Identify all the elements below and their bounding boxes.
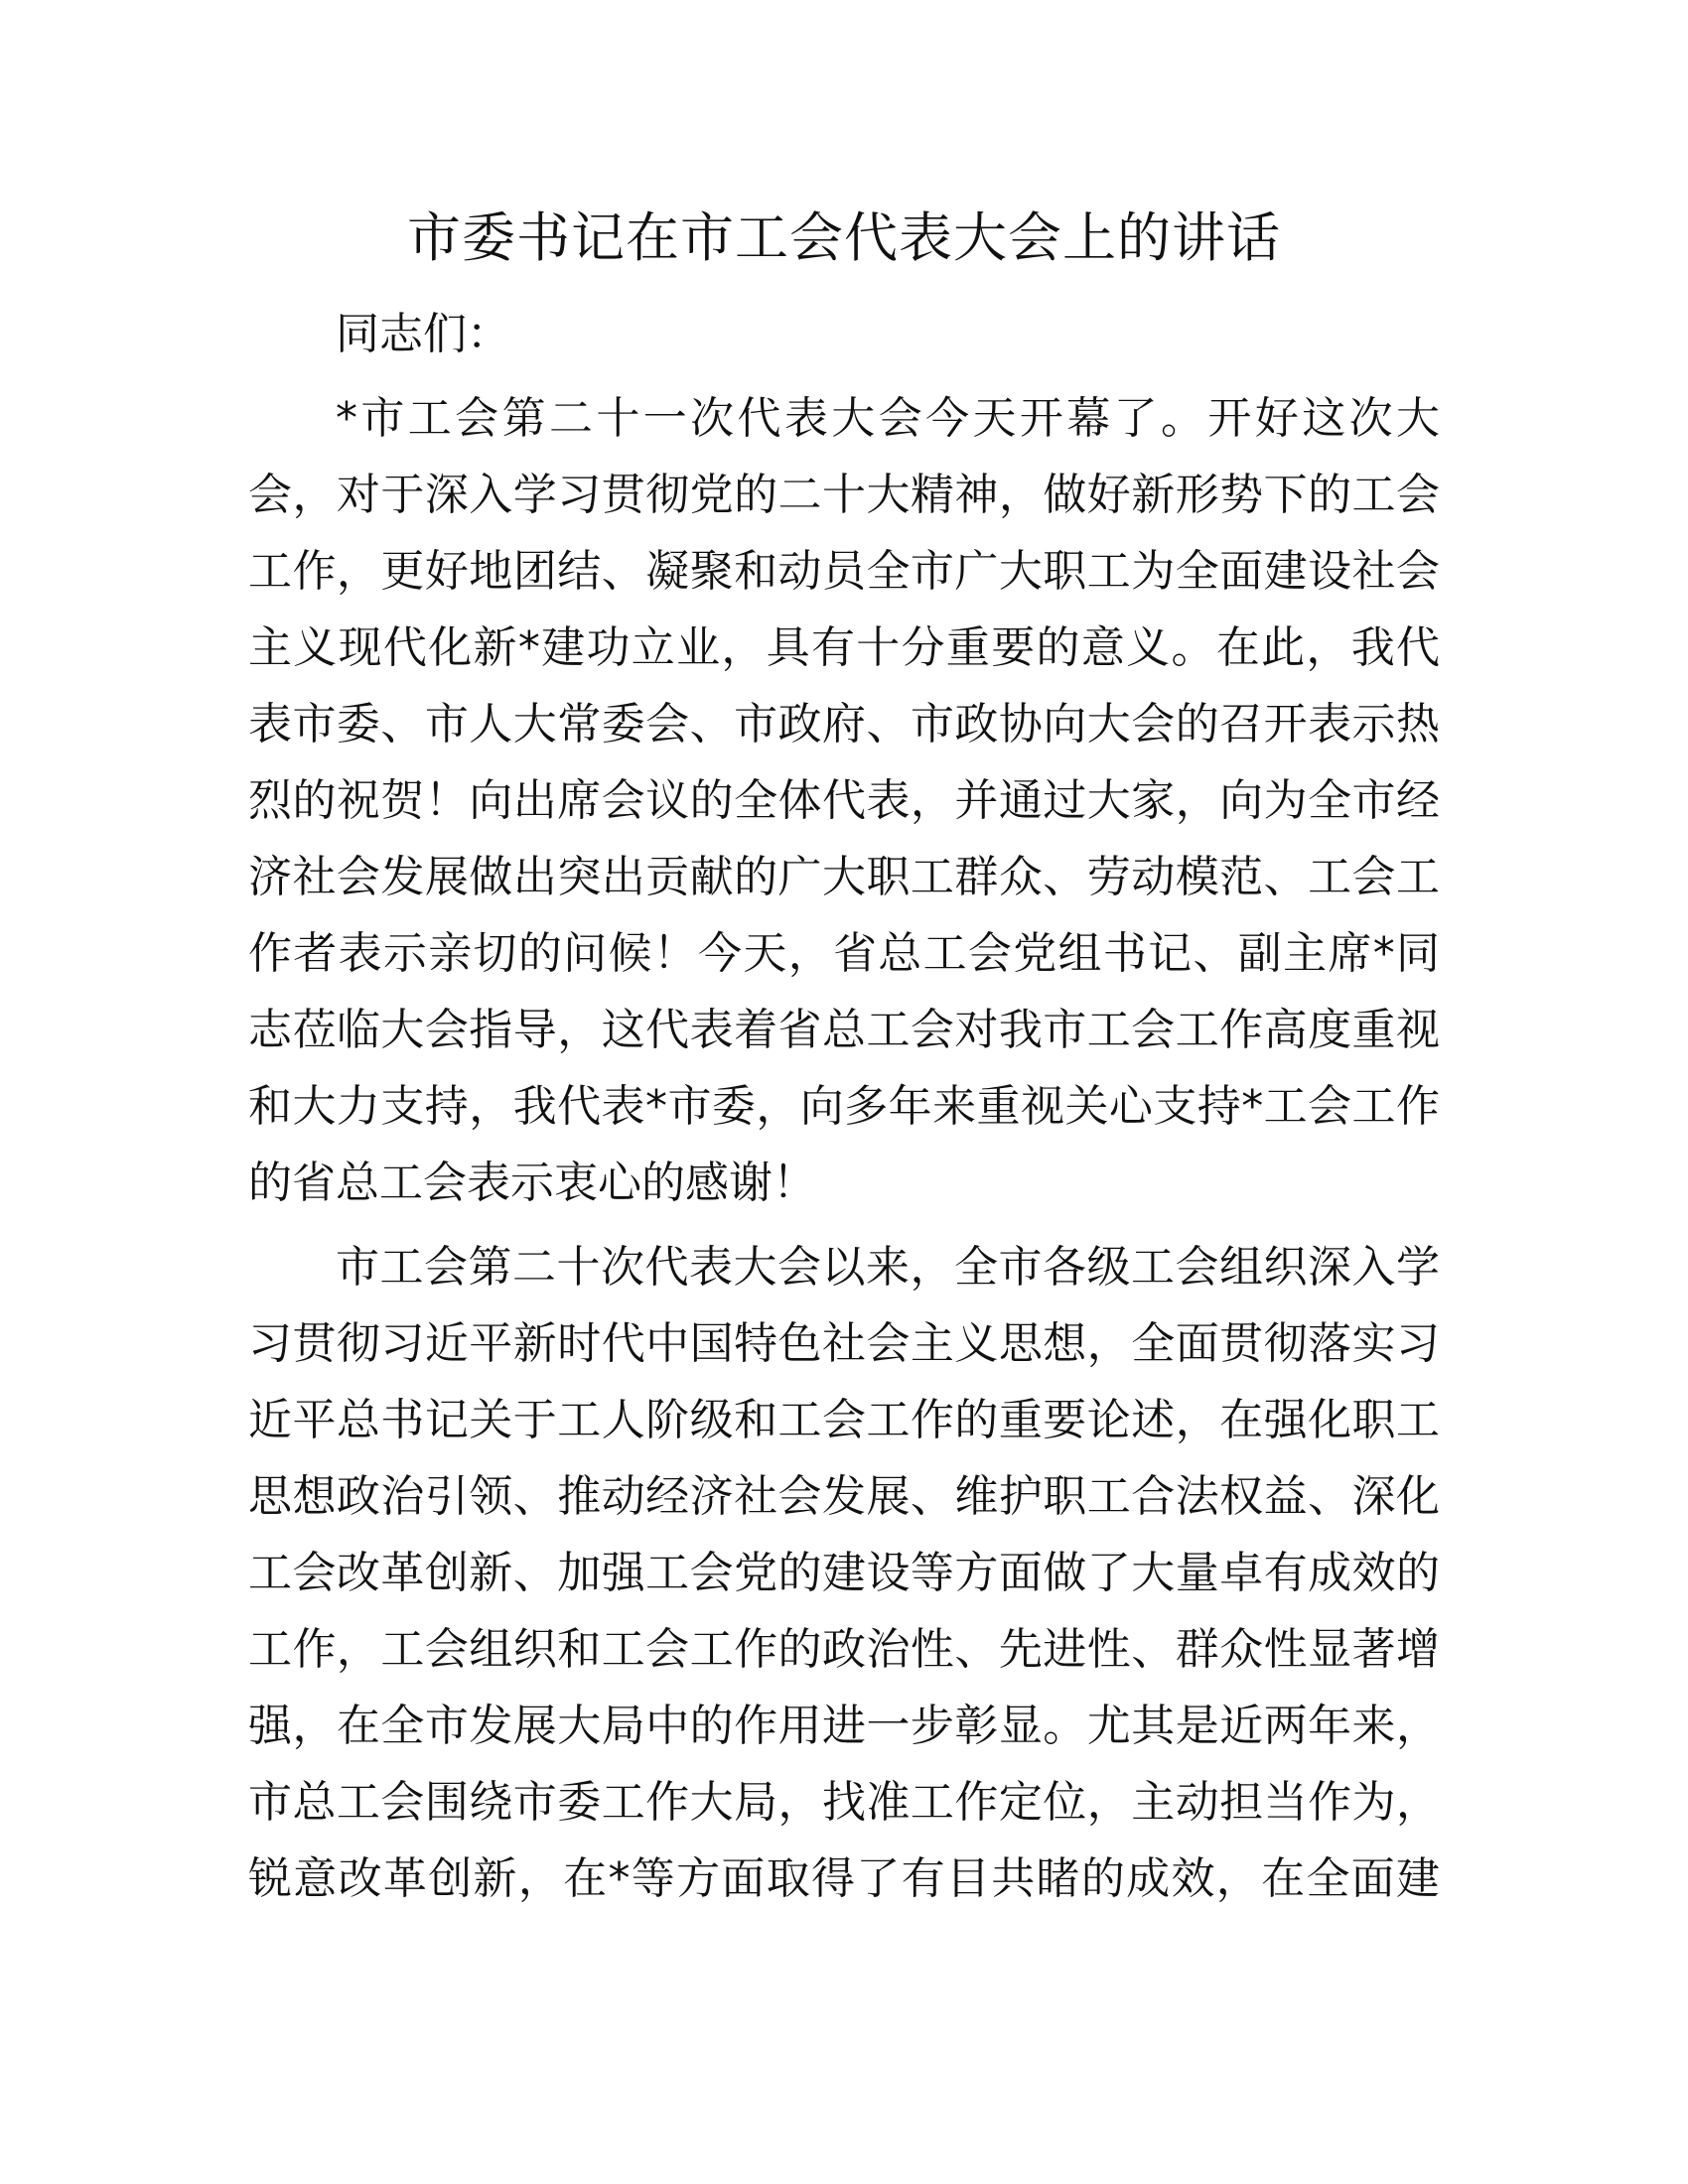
paragraph-line: 思想政治引领、推动经济社会发展、维护职工合法权益、深化: [248, 1471, 1440, 1522]
paragraph-gap: [248, 1221, 1440, 1229]
paragraph-line: 主义现代化新*建功立业，具有十分重要的意义。在此，我代: [248, 622, 1440, 673]
salutation: 同志们：: [336, 309, 510, 359]
paragraph-line: 烈的祝贺！向出席会议的全体代表，并通过大家，向为全市经: [248, 775, 1440, 826]
paragraph-line: 志莅临大会指导，这代表着省总工会对我市工会工作高度重视: [248, 1005, 1440, 1055]
document-title: 市委书记在市工会代表大会上的讲话: [407, 206, 1281, 269]
paragraph-line: 锐意改革创新，在*等方面取得了有目共睹的成效，在全面建: [248, 1853, 1440, 1904]
paragraph-line: 习贯彻习近平新时代中国特色社会主义思想，全面贯彻落实习: [248, 1318, 1440, 1369]
paragraph-gap: [248, 372, 1440, 380]
paragraph-line: 济社会发展做出突出贡献的广大职工群众、劳动模范、工会工: [248, 852, 1440, 902]
paragraph-line: 的省总工会表示衷心的感谢！: [248, 1158, 816, 1208]
paragraph-line: 强，在全市发展大局中的作用进一步彰显。尤其是近两年来，: [248, 1701, 1440, 1751]
paragraph-line: 工会改革创新、加强工会党的建设等方面做了大量卓有成效的: [248, 1548, 1440, 1598]
paragraph-line: 和大力支持，我代表*市委，向多年来重视关心支持*工会工作: [248, 1081, 1440, 1132]
paragraph-line: 表市委、市人大常委会、市政府、市政协向大会的召开表示热: [248, 699, 1440, 750]
paragraph-line: 近平总书记关于工人阶级和工会工作的重要论述，在强化职工: [248, 1395, 1440, 1445]
paragraph-line: 市总工会围绕市委工作大局，找准工作定位，主动担当作为，: [248, 1777, 1440, 1828]
paragraph-line: *市工会第二十一次代表大会今天开幕了。开好这次大: [336, 393, 1440, 444]
paragraph-line: 工作，更好地团结、凝聚和动员全市广大职工为全面建设社会: [248, 546, 1440, 597]
paragraph-line: 会，对于深入学习贯彻党的二十大精神，做好新形势下的工会: [248, 470, 1440, 520]
paragraph-1: [248, 380, 1440, 1221]
paragraph-2: [248, 1229, 1440, 1917]
paragraph-line: 作者表示亲切的问候！今天，省总工会党组书记、副主席*同: [248, 928, 1440, 979]
paragraph-line: 工作，工会组织和工会工作的政治性、先进性、群众性显著增: [248, 1624, 1440, 1675]
document-body: [248, 296, 1440, 1917]
paragraph-line: 市工会第二十次代表大会以来，全市各级工会组织深入学: [336, 1242, 1440, 1293]
